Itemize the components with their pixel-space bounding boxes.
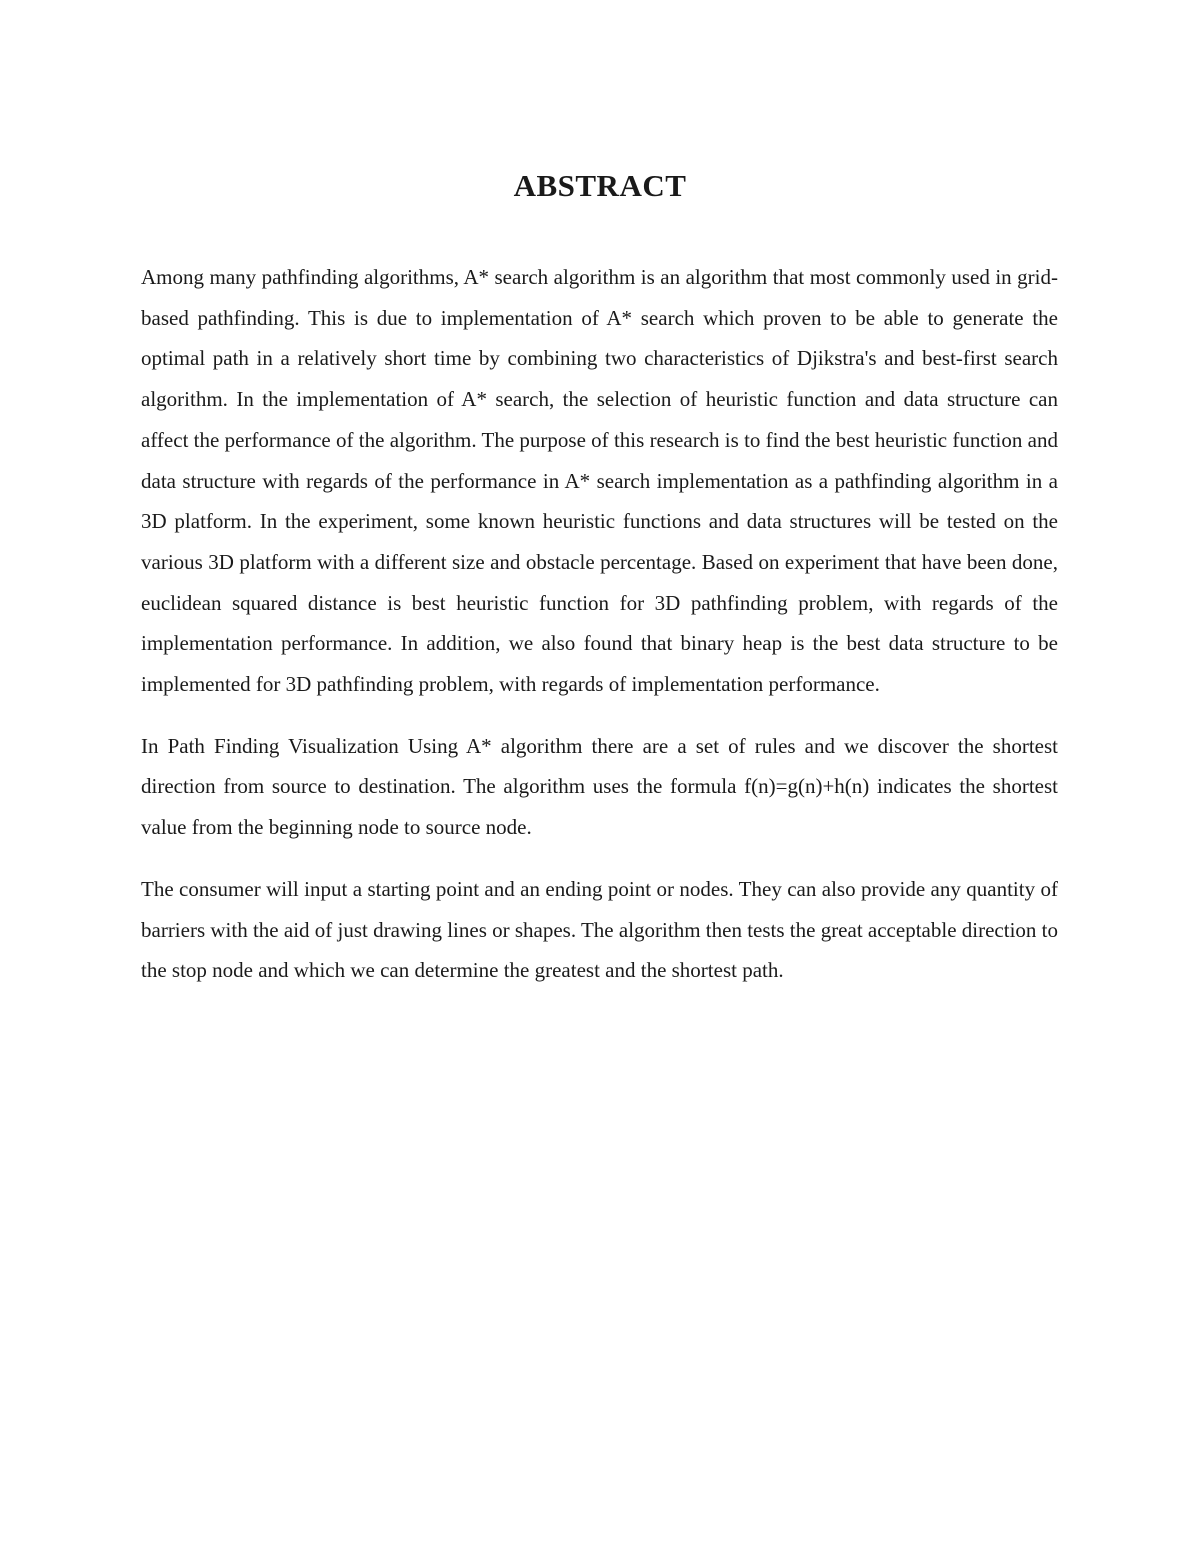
page-title: ABSTRACT: [513, 168, 687, 203]
abstract-paragraph-1: Among many pathfinding algorithms, A* search algorithm is an algorithm that most commonly used in grid-based pathfinding. This is due to implementation of A* search which proven to be able to generate the optimal path in a relatively short time by combining two characteristics of Djikstra's and best-first search algorithm. In the implementation of A* search, the selection of heuristic function and data structure can affect the performance of the algorithm. The purpose of this research is to find the best heuristic function and data structure with regards of the performance in A* search implementation as a pathfinding algorithm in a 3D platform. In the experiment, some known heuristic functions and data structures will be tested on the various 3D platform with a different size and obstacle percentage. Based on experiment that have been done, euclidean squared distance is best heuristic function for 3D pathfinding problem, with regards of the implementation performance. In addition, we also found that binary heap is the best data structure to be implemented for 3D pathfinding problem, with regards of implementation performance.: [141, 265, 1058, 697]
abstract-paragraph-2: In Path Finding Visualization Using A* algorithm there are a set of rules and we discover the shortest direction from source to destination. The algorithm uses the formula f(n)=g(n)+h(n) indicates the shortest value from the beginning node to source node.: [141, 733, 1058, 840]
abstract-paragraph-3: The consumer will input a starting point and an ending point or nodes. They can also provide any quantity of barriers with the aid of just drawing lines or shapes. The algorithm then tests the great acceptable direction to the stop node and which we can determine the greatest and the shortest path.: [141, 876, 1058, 983]
abstract-body: [141, 257, 1058, 991]
